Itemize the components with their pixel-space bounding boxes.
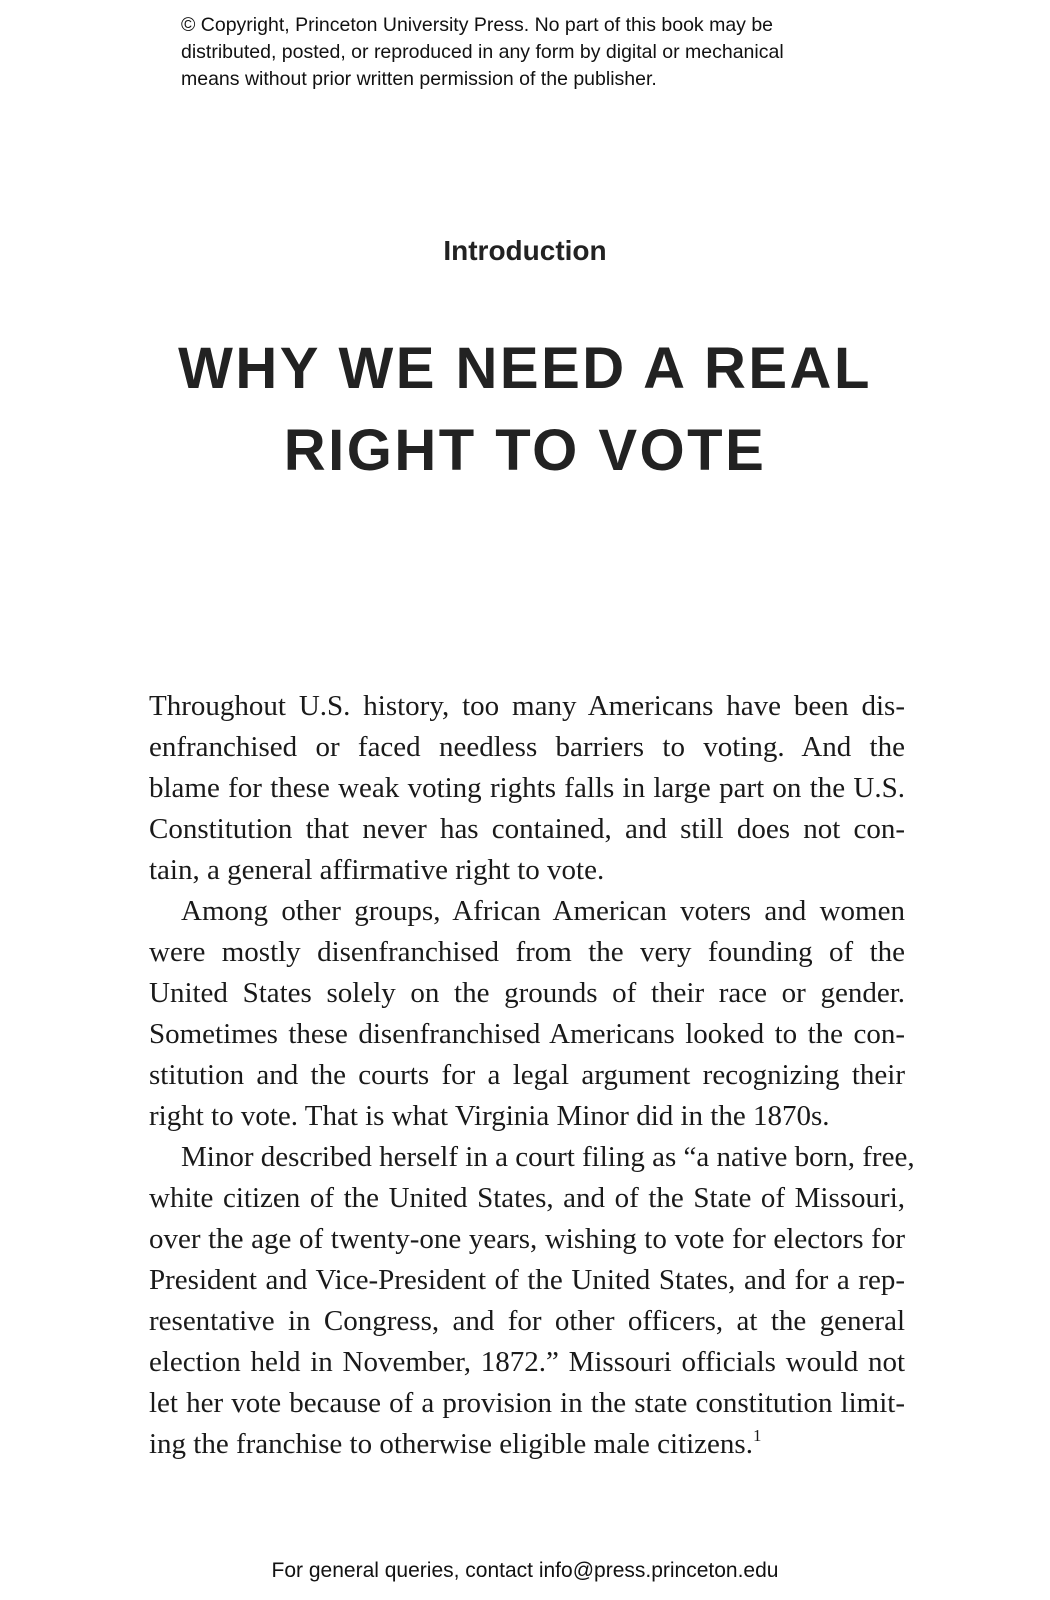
text-line: election held in November, 1872.” Missouri officials would not (149, 1346, 905, 1378)
copyright-line: distributed, posted, or reproduced in any form by digital or mechanical (181, 41, 784, 63)
body-text (149, 686, 915, 1465)
text-line: President and Vice-President of the United States, and for a rep- (149, 1264, 905, 1296)
paragraph-1 (149, 686, 905, 891)
text-line: Sometimes these disenfranchised Americans looked to the con- (149, 1018, 905, 1050)
text-line: blame for these weak voting rights falls in large part on the U.S. (149, 772, 905, 804)
text-line: ing the franchise to otherwise eligible male citizens. (149, 1428, 753, 1460)
paragraph-2 (149, 891, 905, 1137)
text-line-with-footnote (149, 1424, 905, 1465)
text-line: let her vote because of a provision in the state constitution limit- (149, 1387, 905, 1419)
text-line: right to vote. That is what Virginia Minor did in the 1870s. (149, 1100, 830, 1132)
chapter-label: Introduction (443, 235, 607, 266)
text-line: white citizen of the United States, and of the State of Missouri, (149, 1182, 905, 1214)
footnote-marker[interactable]: 1 (752, 1426, 762, 1445)
text-line: United States solely on the grounds of their race or gender. (149, 977, 905, 1009)
text-line: Throughout U.S. history, too many Americans have been dis- (149, 690, 905, 722)
chapter-title-line: WHY WE NEED A REAL (178, 336, 872, 401)
text-line: tain, a general affirmative right to vote. (149, 854, 605, 886)
text-line: Constitution that never has contained, and still does not con- (149, 813, 905, 845)
text-line: resentative in Congress, and for other officers, at the general (149, 1305, 905, 1337)
footer-contact: For general queries, contact info@press.princeton.edu (271, 1559, 779, 1582)
chapter-title-line: RIGHT TO VOTE (283, 418, 767, 483)
paragraph-3 (149, 1137, 915, 1465)
text-line: over the age of twenty-one years, wishing to vote for electors for (149, 1223, 905, 1255)
copyright-line: means without prior written permission of the publisher. (181, 68, 657, 90)
copyright-line: © Copyright, Princeton University Press. No part of this book may be (181, 14, 774, 36)
text-line: Among other groups, African American voters and women (181, 895, 905, 927)
copyright-notice (181, 12, 901, 93)
text-line: enfranchised or faced needless barriers to voting. And the (149, 731, 905, 763)
chapter-title (0, 328, 1050, 492)
text-line: Minor described herself in a court filing as “a native born, free, (181, 1141, 915, 1173)
text-line: stitution and the courts for a legal argument recognizing their (149, 1059, 905, 1091)
text-line: were mostly disenfranchised from the very founding of the (149, 936, 905, 968)
